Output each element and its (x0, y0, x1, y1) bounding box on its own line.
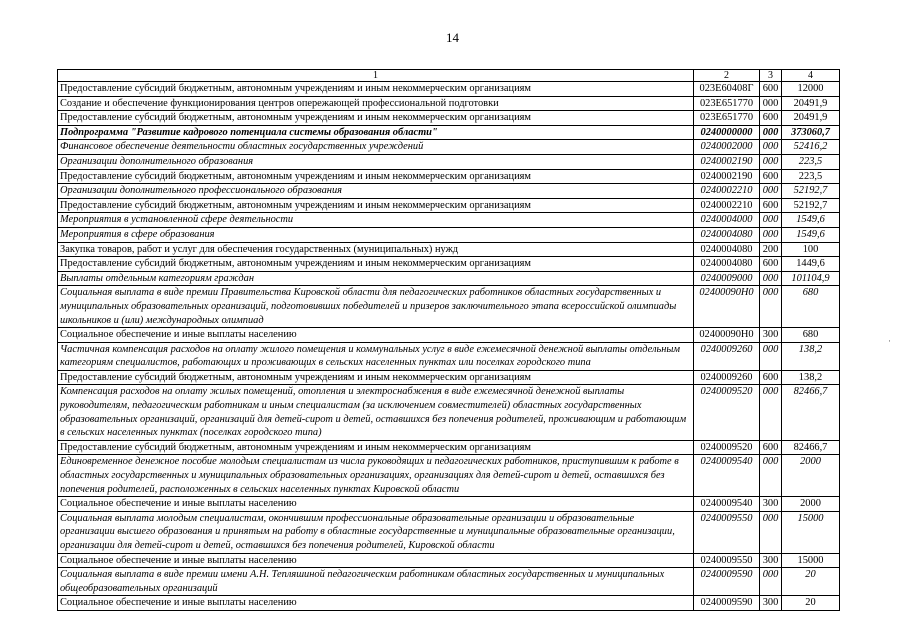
row-vr-cell: 000 (760, 568, 782, 596)
table-header-row (58, 70, 840, 82)
row-name-cell: Социальное обеспечение и иные выплаты населению (58, 328, 694, 343)
row-name-cell: Предоставление субсидий бюджетным, автономным учреждениям и иным некоммерческим организациям (58, 82, 694, 97)
row-vr-cell: 000 (760, 140, 782, 155)
table-row (58, 553, 840, 568)
table-row (58, 140, 840, 155)
row-vr-cell: 600 (760, 169, 782, 184)
table-row (58, 342, 840, 370)
row-name-cell: Социальное обеспечение и иные выплаты населению (58, 553, 694, 568)
row-amount-cell: 100 (782, 242, 840, 257)
row-vr-cell: 000 (760, 271, 782, 286)
row-code-cell: 0240004080 (694, 257, 760, 272)
table-row (58, 511, 840, 553)
row-code-cell: 0240009590 (694, 596, 760, 611)
row-name-cell: Создание и обеспечение функционирования центров опережающей профессиональной подготовки (58, 96, 694, 111)
row-amount-cell: 52416,2 (782, 140, 840, 155)
row-name-cell: Финансовое обеспечение деятельности областных государственных учреждений (58, 140, 694, 155)
row-vr-cell: 600 (760, 370, 782, 385)
row-amount-cell: 15000 (782, 553, 840, 568)
row-vr-cell: 600 (760, 198, 782, 213)
scan-speck: · (888, 336, 891, 346)
table-row (58, 184, 840, 199)
row-code-cell: 0240009260 (694, 370, 760, 385)
table-row (58, 271, 840, 286)
row-vr-cell: 000 (760, 184, 782, 199)
row-name-cell: Социальная выплата молодым специалистам, окончившим профессиональные образовательные организации и образовательные организации высшего образования и принятым на работу в областные государственные и муниципальные образовательные организации, организации для детей-сирот и детей, оставшихся без попечения родителей, Кировской области (58, 511, 694, 553)
page-number: 14 (446, 30, 459, 45)
row-code-cell: 0240009000 (694, 271, 760, 286)
row-name-cell: Социальное обеспечение и иные выплаты населению (58, 596, 694, 611)
row-amount-cell: 52192,7 (782, 198, 840, 213)
row-name-cell: Предоставление субсидий бюджетным, автономным учреждениям и иным некоммерческим организациям (58, 169, 694, 184)
row-vr-cell: 300 (760, 553, 782, 568)
table-row (58, 370, 840, 385)
row-code-cell: 023E60408Г (694, 82, 760, 97)
table-row (58, 286, 840, 328)
table-row (58, 125, 840, 140)
row-amount-cell: 82466,7 (782, 440, 840, 455)
table-row (58, 328, 840, 343)
table-row (58, 154, 840, 169)
row-amount-cell: 1549,6 (782, 227, 840, 242)
row-amount-cell: 1549,6 (782, 213, 840, 228)
row-name-cell: Единовременное денежное пособие молодым специалистам из числа руководящих и педагогических работников, приступившим к работе в областных государственных и муниципальных образовательных организациях, организациях для детей-сирот и детей, оставшихся без попечения родителей, расположенных в сельских населенных пунктах Кировской области (58, 455, 694, 497)
row-code-cell: 0240009520 (694, 440, 760, 455)
row-code-cell: 02400090Н0 (694, 328, 760, 343)
row-amount-cell: 138,2 (782, 370, 840, 385)
row-vr-cell: 000 (760, 455, 782, 497)
row-code-cell: 0240002190 (694, 169, 760, 184)
row-vr-cell: 000 (760, 286, 782, 328)
row-name-cell: Социальная выплата в виде премии имени А.Н. Тепляшиной педагогическим работникам областных государственных и муниципальных общеобразовательных организаций (58, 568, 694, 596)
table-row (58, 385, 840, 440)
header-col-1: 1 (58, 70, 694, 82)
table-row (58, 169, 840, 184)
row-name-cell: Мероприятия в сфере образования (58, 227, 694, 242)
row-code-cell: 0240004080 (694, 227, 760, 242)
row-code-cell: 0240004000 (694, 213, 760, 228)
table-row (58, 227, 840, 242)
table-row (58, 198, 840, 213)
row-amount-cell: 2000 (782, 455, 840, 497)
row-amount-cell: 12000 (782, 82, 840, 97)
row-code-cell: 02400090Н0 (694, 286, 760, 328)
row-name-cell: Мероприятия в установленной сфере деятельности (58, 213, 694, 228)
row-name-cell: Предоставление субсидий бюджетным, автономным учреждениям и иным некоммерческим организациям (58, 440, 694, 455)
row-amount-cell: 20 (782, 596, 840, 611)
row-vr-cell: 000 (760, 511, 782, 553)
row-amount-cell: 223,5 (782, 154, 840, 169)
row-amount-cell: 20491,9 (782, 111, 840, 126)
row-vr-cell: 200 (760, 242, 782, 257)
row-name-cell: Закупка товаров, работ и услуг для обеспечения государственных (муниципальных) нужд (58, 242, 694, 257)
table-row (58, 242, 840, 257)
row-name-cell: Предоставление субсидий бюджетным, автономным учреждениям и иным некоммерческим организациям (58, 198, 694, 213)
row-amount-cell: 52192,7 (782, 184, 840, 199)
row-amount-cell: 101104,9 (782, 271, 840, 286)
row-amount-cell: 20491,9 (782, 96, 840, 111)
row-vr-cell: 000 (760, 385, 782, 440)
row-code-cell: 0240002210 (694, 198, 760, 213)
row-vr-cell: 000 (760, 96, 782, 111)
row-code-cell: 0240009260 (694, 342, 760, 370)
row-amount-cell: 2000 (782, 497, 840, 512)
row-code-cell: 0240009540 (694, 455, 760, 497)
row-code-cell: 0240009550 (694, 511, 760, 553)
row-amount-cell: 223,5 (782, 169, 840, 184)
header-col-3: 3 (760, 70, 782, 82)
row-name-cell: Предоставление субсидий бюджетным, автономным учреждениям и иным некоммерческим организациям (58, 257, 694, 272)
table-row (58, 111, 840, 126)
header-col-2: 2 (694, 70, 760, 82)
row-code-cell: 0240009550 (694, 553, 760, 568)
row-vr-cell: 000 (760, 154, 782, 169)
row-name-cell: Предоставление субсидий бюджетным, автономным учреждениям и иным некоммерческим организациям (58, 370, 694, 385)
row-vr-cell: 600 (760, 111, 782, 126)
header-col-4: 4 (782, 70, 840, 82)
table-row (58, 213, 840, 228)
row-vr-cell: 300 (760, 328, 782, 343)
table-row (58, 257, 840, 272)
row-amount-cell: 373060,7 (782, 125, 840, 140)
budget-table (57, 69, 840, 611)
row-name-cell: Организации дополнительного профессионального образования (58, 184, 694, 199)
row-vr-cell: 600 (760, 257, 782, 272)
row-name-cell: Организации дополнительного образования (58, 154, 694, 169)
row-code-cell: 0240009520 (694, 385, 760, 440)
row-amount-cell: 680 (782, 328, 840, 343)
row-code-cell: 0240004080 (694, 242, 760, 257)
row-amount-cell: 680 (782, 286, 840, 328)
row-amount-cell: 138,2 (782, 342, 840, 370)
row-vr-cell: 000 (760, 125, 782, 140)
table-row (58, 596, 840, 611)
row-amount-cell: 1449,6 (782, 257, 840, 272)
row-name-cell: Подпрограмма "Развитие кадрового потенциала системы образования области" (58, 125, 694, 140)
row-name-cell: Социальная выплата в виде премии Правительства Кировской области для педагогических работников областных государственных и муниципальных образовательных организаций, подготовивших победителей и призеров заключительного этапа всероссийской олимпиады школьников и (или) международных олимпиад (58, 286, 694, 328)
table-row (58, 82, 840, 97)
row-vr-cell: 000 (760, 227, 782, 242)
row-code-cell: 0240002190 (694, 154, 760, 169)
row-vr-cell: 600 (760, 82, 782, 97)
row-code-cell: 0240002210 (694, 184, 760, 199)
row-vr-cell: 300 (760, 497, 782, 512)
row-vr-cell: 000 (760, 342, 782, 370)
table-row (58, 455, 840, 497)
table-row (58, 96, 840, 111)
row-code-cell: 023E651770 (694, 96, 760, 111)
row-code-cell: 0240009590 (694, 568, 760, 596)
row-name-cell: Предоставление субсидий бюджетным, автономным учреждениям и иным некоммерческим организациям (58, 111, 694, 126)
row-name-cell: Частичная компенсация расходов на оплату жилого помещения и коммунальных услуг в виде ежемесячной денежной выплаты отдельным категориям специалистов, работающих и проживающих в сельских населенных пунктах или поселках городского типа (58, 342, 694, 370)
row-code-cell: 0240009540 (694, 497, 760, 512)
table-row (58, 568, 840, 596)
row-name-cell: Социальное обеспечение и иные выплаты населению (58, 497, 694, 512)
row-name-cell: Компенсация расходов на оплату жилых помещений, отопления и электроснабжения в виде ежемесячной денежной выплаты руководителям, педагогическим работникам и иным специалистам (за исключением совместителей) областных государственных образовательных организаций, организаций для детей-сирот и детей, оставшихся без попечения родителей, проживающим и работающим в сельских населенных пунктах (поселках городского типа) (58, 385, 694, 440)
row-vr-cell: 300 (760, 596, 782, 611)
row-amount-cell: 15000 (782, 511, 840, 553)
row-amount-cell: 82466,7 (782, 385, 840, 440)
row-code-cell: 0240002000 (694, 140, 760, 155)
row-vr-cell: 000 (760, 213, 782, 228)
row-name-cell: Выплаты отдельным категориям граждан (58, 271, 694, 286)
row-code-cell: 0240000000 (694, 125, 760, 140)
row-amount-cell: 20 (782, 568, 840, 596)
row-vr-cell: 600 (760, 440, 782, 455)
table-row (58, 440, 840, 455)
row-code-cell: 023E651770 (694, 111, 760, 126)
table-row (58, 497, 840, 512)
